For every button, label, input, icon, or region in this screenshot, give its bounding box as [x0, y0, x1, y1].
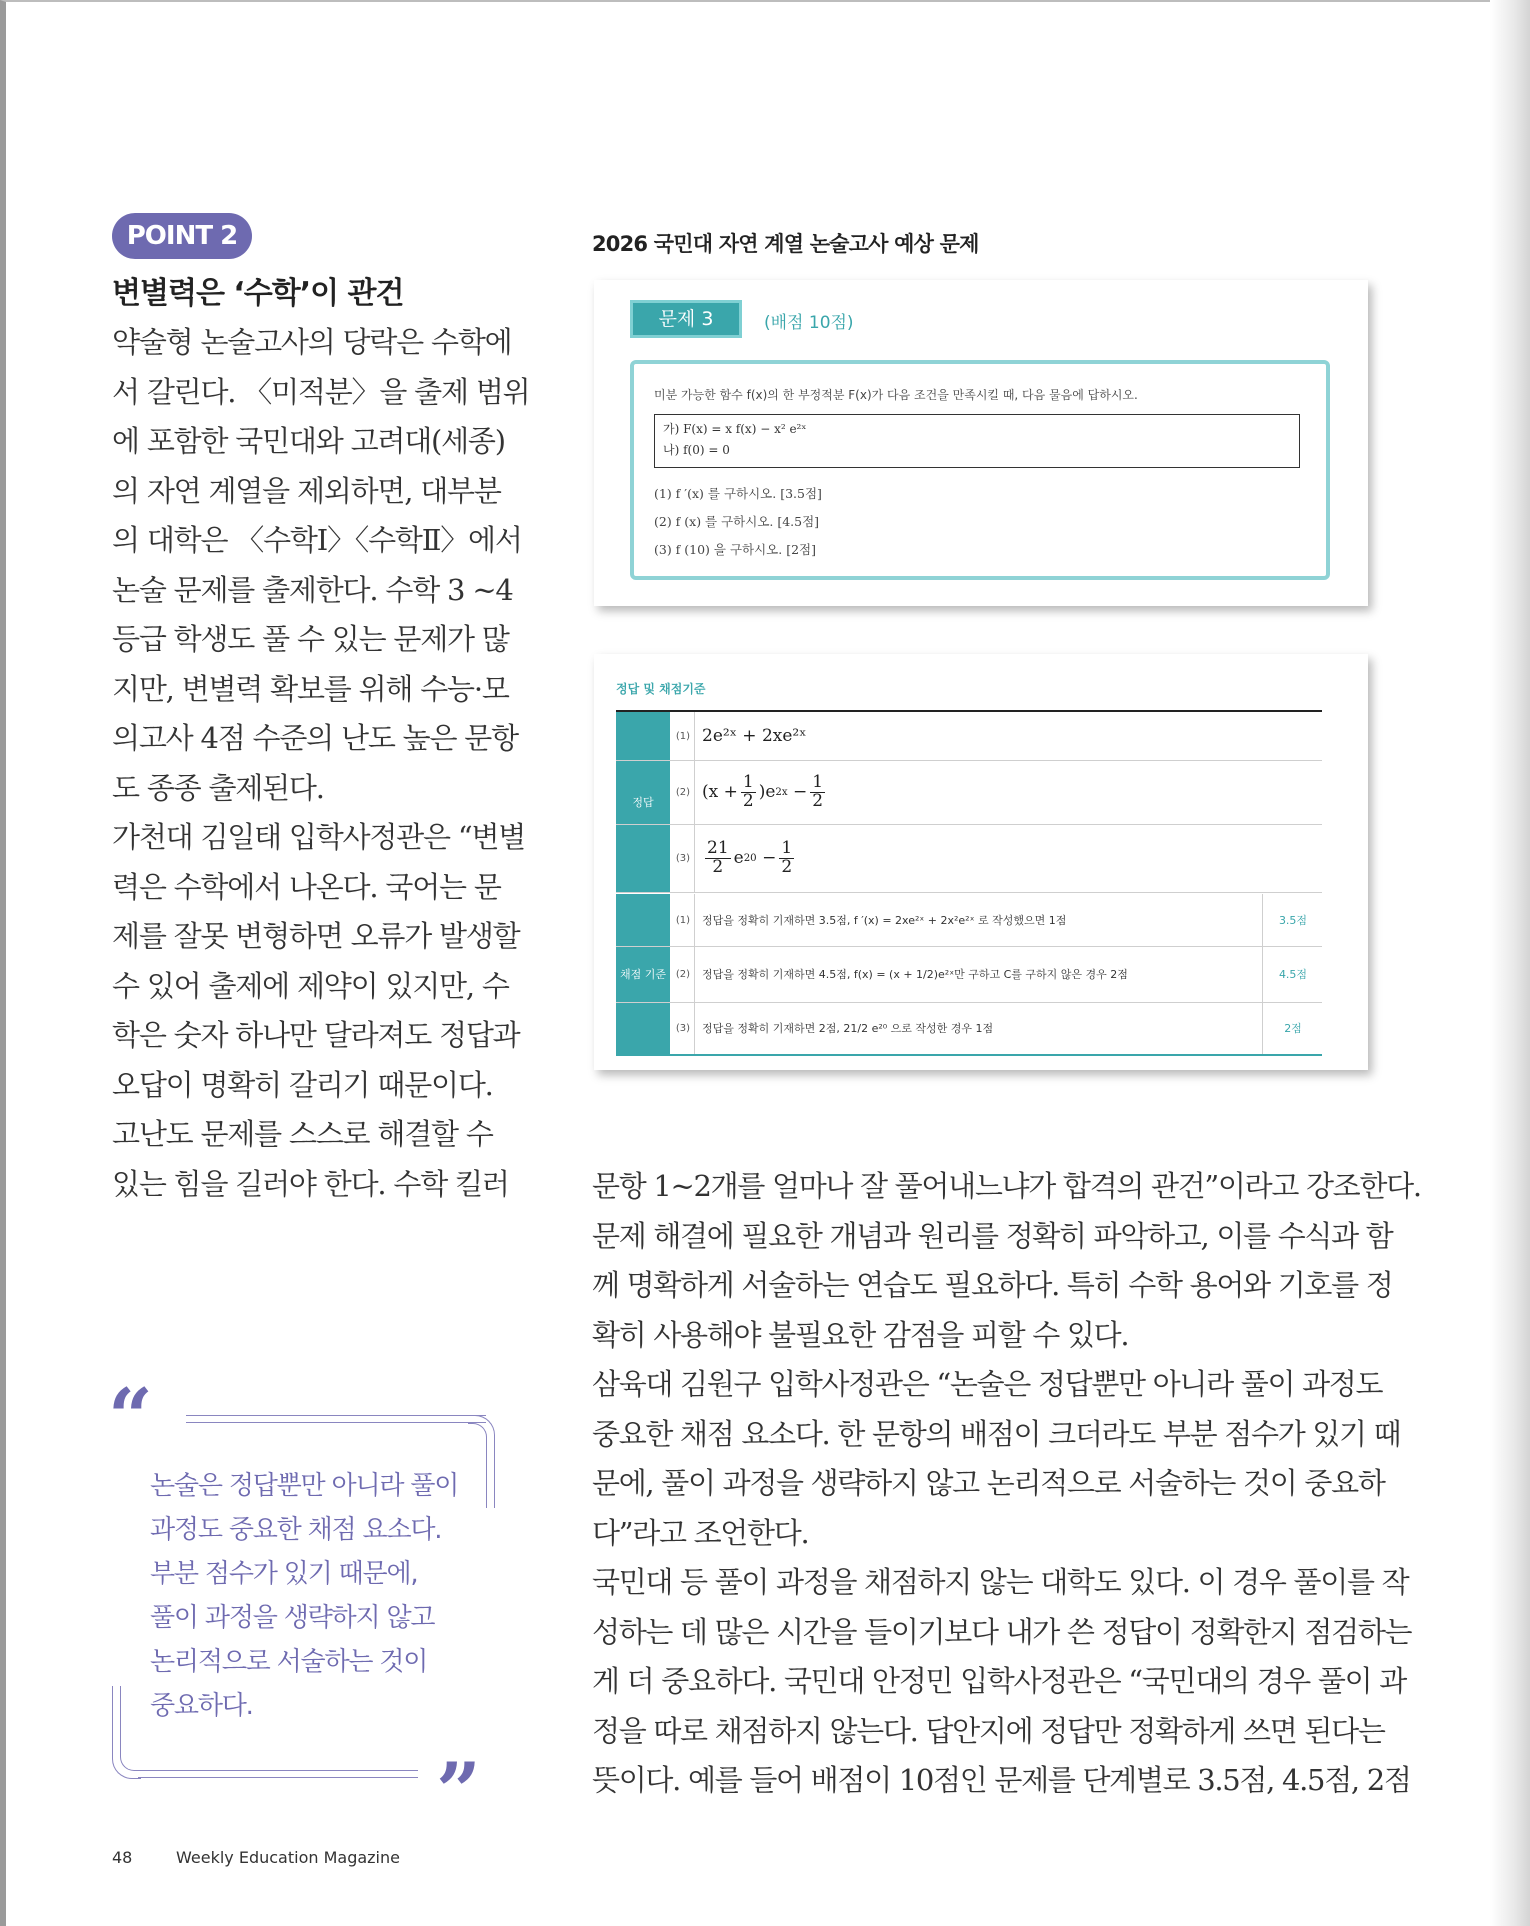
- body-line: 문에, 풀이 과정을 생략하지 않고 논리적으로 서술하는 것이 중요하: [592, 1466, 1385, 1500]
- answer-row: [616, 824, 1322, 893]
- row-number: (1): [672, 712, 695, 760]
- point-badge: POINT 2: [112, 213, 252, 259]
- criteria-points: 2점: [1262, 1002, 1323, 1054]
- figure-title: 2026 국민대 자연 계열 논술고사 예상 문제: [592, 232, 979, 256]
- body-line: 삼육대 김원구 입학사정관은 “논술은 정답뿐만 아니라 풀이 과정도: [592, 1367, 1383, 1401]
- body-line: 도 종종 출제된다.: [112, 770, 324, 805]
- body-line: 확히 사용해야 불필요한 감점을 피할 수 있다.: [592, 1317, 1129, 1352]
- sub-question: (1) f ′(x) 를 구하시오. [3.5점]: [654, 486, 822, 501]
- answer-expression: $\frac{21}{2}$ e 20 − $\frac{1}{2}$: [707, 837, 793, 877]
- answer-table: [616, 710, 1322, 1035]
- body-line: 의고사 4점 수준의 난도 높은 문항: [112, 721, 518, 755]
- body-line: 논술 문제를 출제한다. 수학 3 ~4: [112, 572, 513, 607]
- body-line: 게 더 중요하다. 국민대 안정민 입학사정관은 “국민대의 경우 풀이 과: [592, 1664, 1406, 1698]
- body-line: 문제 해결에 필요한 개념과 원리를 정확히 파악하고, 이를 수식과 함: [592, 1218, 1393, 1253]
- answer-expression: 2e²ˣ + 2xe²ˣ: [702, 726, 807, 746]
- quote-line: 풀이 과정을 생략하지 않고: [150, 1603, 435, 1633]
- quote-line: 부분 점수가 있기 때문에,: [150, 1559, 418, 1589]
- row-number: (3): [672, 1002, 695, 1054]
- answer-row: [616, 712, 1322, 761]
- body-line: 제를 잘못 변형하면 오류가 발생할: [112, 919, 520, 953]
- body-line: 국민대 등 풀이 과정을 채점하지 않는 대학도 있다. 이 경우 풀이를 작: [592, 1565, 1409, 1599]
- body-line: 성하는 데 많은 시간을 들이기보다 내가 쓴 정답이 정확한지 점검하는: [592, 1614, 1412, 1649]
- body-line: 뜻이다. 예를 들어 배점이 10점인 문제를 단계별로 3.5점, 4.5점, 2점: [592, 1763, 1411, 1797]
- right-body-text: [592, 1162, 1421, 1806]
- page-gutter-shadow: [1490, 0, 1530, 1926]
- row-number: (2): [672, 946, 695, 1002]
- criteria-points: 4.5점: [1262, 946, 1323, 1002]
- body-line: 에 포함한 국민대와 고려대(세종): [112, 424, 505, 458]
- body-line: 다”라고 조언한다.: [592, 1515, 809, 1550]
- body-line: 의 대학은 〈수학Ⅰ〉〈수학Ⅱ〉에서: [112, 523, 522, 557]
- problem-card: [594, 280, 1368, 606]
- sub-question: (2) f (x) 를 구하시오. [4.5점]: [654, 514, 820, 529]
- criteria-text: 정답을 정확히 기재하면 2점, 21/2 e²⁰ 으로 작성한 경우 1점: [702, 1022, 994, 1035]
- body-line: 수 있어 출제에 제약이 있지만, 수: [112, 968, 509, 1003]
- quote-line: 과정도 중요한 채점 요소다.: [150, 1515, 442, 1545]
- section-subheading: 변별력은 ‘수학’이 관건: [112, 276, 404, 311]
- problem-badge: 문제 3: [630, 300, 742, 338]
- condition-line: 나) f(0) = 0: [663, 443, 730, 457]
- answer-expression: (x + $\frac{1}{2}$ )e 2x − $\frac{1}{2}$: [702, 771, 824, 811]
- condition-line: 가) F(x) = x f(x) − x² e²ˣ: [663, 422, 807, 436]
- answer-label: 정답: [616, 712, 670, 893]
- pull-quote: [150, 1464, 490, 1728]
- row-number: (3): [672, 824, 695, 892]
- page-number: 48: [112, 1848, 133, 1867]
- body-line: 께 명확하게 서술하는 연습도 필요하다. 특히 수학 용어와 기호를 정: [592, 1268, 1393, 1302]
- body-line: 오답이 명확히 갈리기 때문이다.: [112, 1067, 493, 1102]
- body-line: 지만, 변별력 확보를 위해 수능·모: [112, 671, 509, 706]
- body-line: 서 갈린다. 〈미적분〉을 출제 범위: [112, 374, 530, 409]
- criteria-text: 정답을 정확히 기재하면 4.5점, f(x) = (x + 1/2)e²ˣ만 구하고 C를 구하지 않은 경우 2점: [702, 968, 1128, 981]
- body-line: 정을 따로 채점하지 않는다. 답안지에 정답만 정확하게 쓰면 된다는: [592, 1713, 1385, 1748]
- answer-row: [616, 760, 1322, 825]
- problem-box: [630, 360, 1330, 580]
- body-line: 력은 수학에서 나온다. 국어는 문: [112, 869, 501, 904]
- criteria-row: [616, 1002, 1322, 1056]
- quote-close-mark: ”: [436, 1746, 481, 1837]
- body-line: 중요한 채점 요소다. 한 문항의 배점이 크더라도 부분 점수가 있기 때: [592, 1416, 1401, 1451]
- body-line: 약술형 논술고사의 당락은 수학에: [112, 325, 512, 359]
- quote-line: 논술은 정답뿐만 아니라 풀이: [150, 1471, 459, 1501]
- criteria-row: [616, 894, 1322, 947]
- row-number: (2): [672, 760, 695, 824]
- quote-frame-corner: [120, 1686, 141, 1771]
- body-line: 등급 학생도 풀 수 있는 문제가 많: [112, 622, 509, 656]
- answer-title: 정답 및 채점기준: [616, 682, 706, 696]
- criteria-text: 정답을 정확히 기재하면 3.5점, f ′(x) = 2xe²ˣ + 2x²e²ˣ 로 작성했으면 1점: [702, 914, 1067, 927]
- quote-open-mark: “: [108, 1372, 153, 1463]
- quote-frame-bottom: [138, 1770, 418, 1778]
- quote-frame-top: [186, 1415, 486, 1423]
- quote-line: 중요하다.: [150, 1691, 253, 1721]
- criteria-row: [616, 946, 1322, 1003]
- left-body-text: [112, 318, 530, 1209]
- body-line: 학은 숫자 하나만 달라져도 정답과: [112, 1018, 520, 1052]
- problem-score: (배점 10점): [764, 313, 854, 333]
- criteria-points: 3.5점: [1262, 894, 1323, 946]
- quote-line: 논리적으로 서술하는 것이: [150, 1647, 428, 1677]
- row-number: (1): [672, 894, 695, 946]
- criteria-label: 채점 기준: [616, 894, 670, 1054]
- magazine-name: Weekly Education Magazine: [176, 1848, 400, 1867]
- body-line: 의 자연 계열을 제외하면, 대부분: [112, 473, 501, 508]
- body-line: 가천대 김일태 입학사정관은 “변별: [112, 820, 526, 854]
- body-line: 있는 힘을 길러야 한다. 수학 킬러: [112, 1166, 509, 1201]
- body-line: 고난도 문제를 스스로 해결할 수: [112, 1117, 493, 1151]
- sub-question: (3) f (10) 을 구하시오. [2점]: [654, 542, 816, 557]
- body-line: 문항 1~2개를 얼마나 잘 풀어내느냐가 합격의 관건”이라고 강조한다.: [592, 1169, 1421, 1203]
- problem-intro: 미분 가능한 함수 f(x)의 한 부정적분 F(x)가 다음 조건을 만족시킬 때, 다음 물음에 답하시오.: [654, 388, 1138, 402]
- answer-card: [594, 654, 1368, 1070]
- condition-box: [654, 414, 1300, 468]
